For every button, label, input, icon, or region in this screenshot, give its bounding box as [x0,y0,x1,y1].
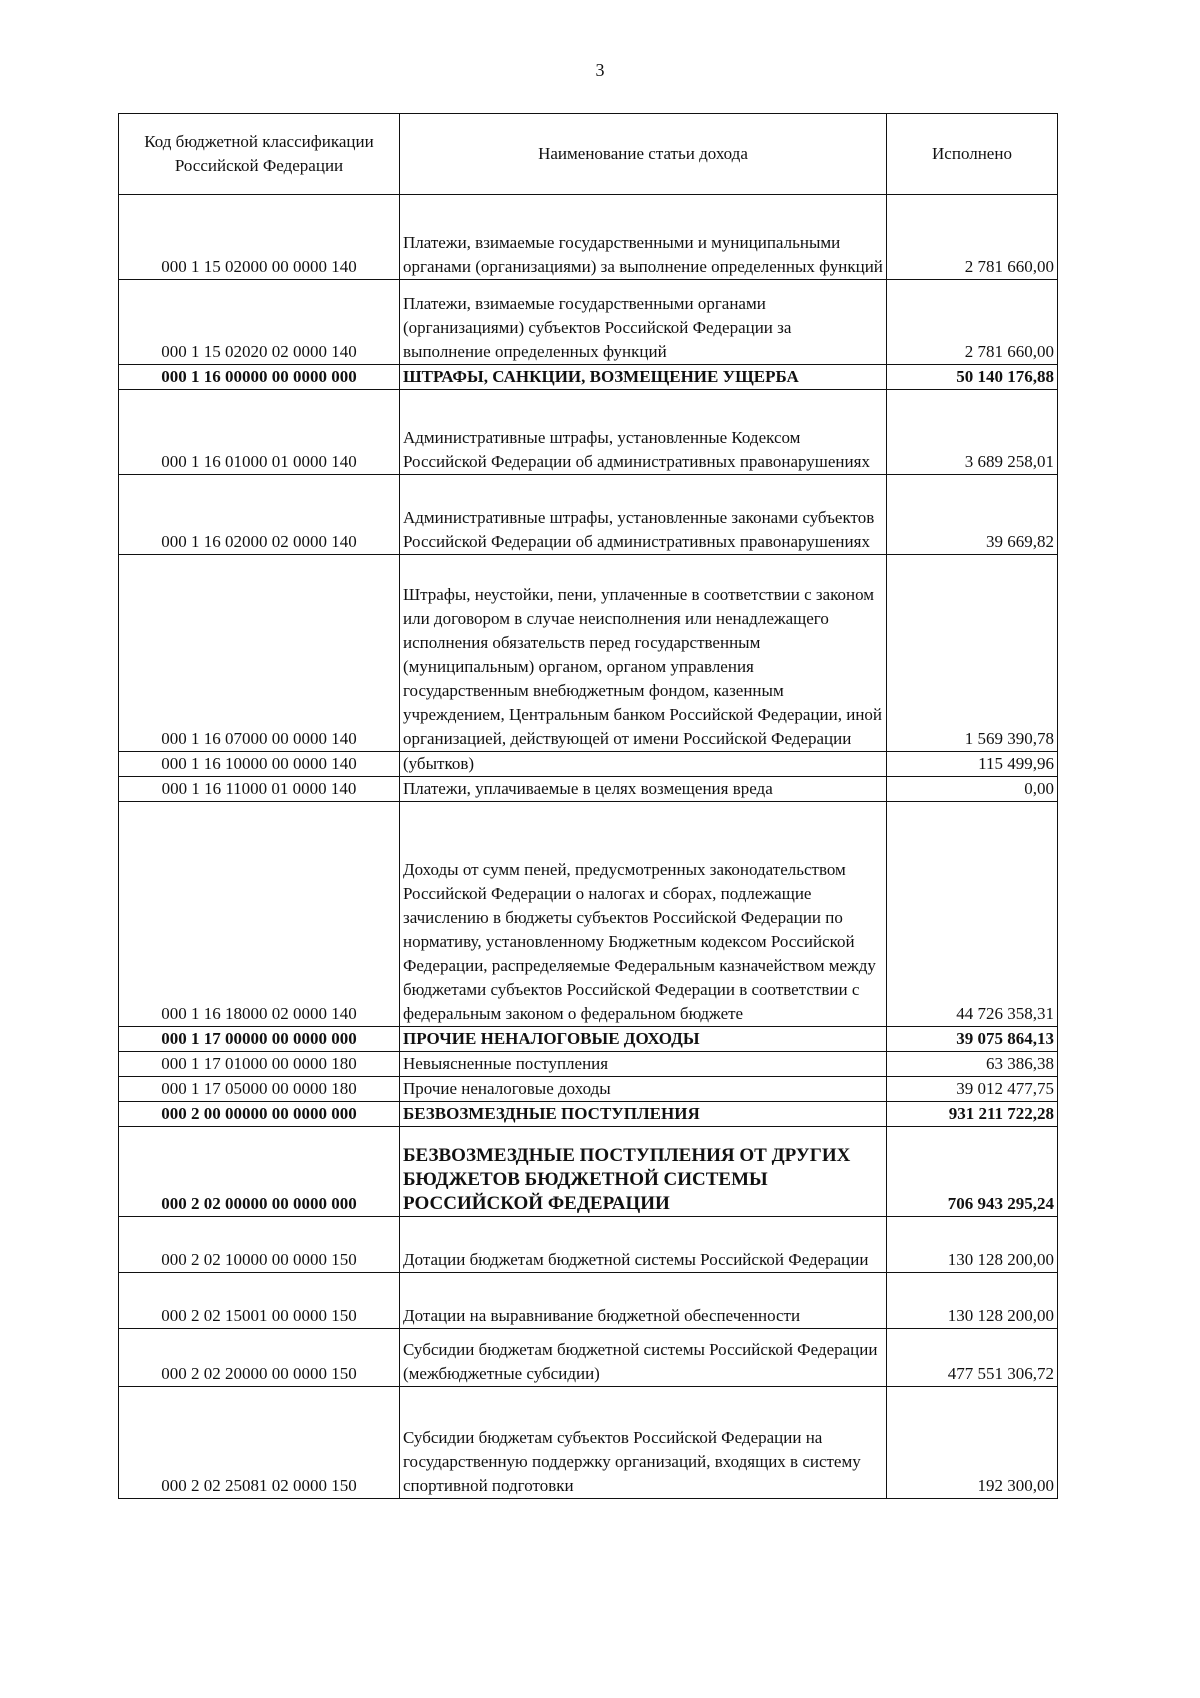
row-value: 63 386,38 [887,1052,1058,1077]
table-row [119,1077,1058,1102]
row-name: Доходы от сумм пеней, предусмотренных законодательством Российской Федерации о налогах и сборах, подлежащие зачислению в бюджеты субъектов Российской Федерации по нормативу, установленному Бюджетным кодексом Российской Федерации, распределяемые Федеральным казначейством между бюджетами субъектов Российской Федерации в соответствии с федеральным законом о федеральном бюджете [400,802,887,1027]
row-value: 706 943 295,24 [887,1127,1058,1217]
table-row [119,1217,1058,1273]
table-row [119,802,1058,1027]
row-value: 477 551 306,72 [887,1329,1058,1387]
row-code: 000 1 15 02020 02 0000 140 [119,280,400,365]
table-row [119,1102,1058,1127]
row-value: 50 140 176,88 [887,365,1058,390]
table-row [119,365,1058,390]
row-code: 000 2 02 10000 00 0000 150 [119,1217,400,1273]
row-value: 39 669,82 [887,475,1058,555]
header-value: Исполнено [887,114,1058,195]
row-name: Административные штрафы, установленные Кодексом Российской Федерации об административных правонарушениях [400,390,887,475]
row-name: (убытков) [400,752,887,777]
row-value: 130 128 200,00 [887,1217,1058,1273]
row-value: 1 569 390,78 [887,555,1058,752]
row-code: 000 2 02 15001 00 0000 150 [119,1273,400,1329]
row-name: Субсидии бюджетам бюджетной системы Российской Федерации (межбюджетные субсидии) [400,1329,887,1387]
row-name: Штрафы, неустойки, пени, уплаченные в соответствии с законом или договором в случае неисполнения или ненадлежащего исполнения обязательств перед государственным (муниципальным) органом, органом управления государственным внебюджетным фондом, казенным учреждением, Центральным банком Российской Федерации, иной организацией, действующей от имени Российской Федерации [400,555,887,752]
header-name: Наименование статьи дохода [400,114,887,195]
revenue-table [118,113,1058,1499]
row-value: 44 726 358,31 [887,802,1058,1027]
row-name: Дотации бюджетам бюджетной системы Российской Федерации [400,1217,887,1273]
table-header-row [119,114,1058,195]
row-value: 192 300,00 [887,1387,1058,1499]
row-value: 39 012 477,75 [887,1077,1058,1102]
row-code: 000 1 16 01000 01 0000 140 [119,390,400,475]
table-row [119,390,1058,475]
row-code: 000 1 16 00000 00 0000 000 [119,365,400,390]
table-row [119,752,1058,777]
table-row [119,475,1058,555]
row-name: Дотации на выравнивание бюджетной обеспеченности [400,1273,887,1329]
row-value: 0,00 [887,777,1058,802]
row-value: 2 781 660,00 [887,280,1058,365]
table-row [119,555,1058,752]
row-code: 000 1 16 18000 02 0000 140 [119,802,400,1027]
row-code: 000 2 00 00000 00 0000 000 [119,1102,400,1127]
header-code: Код бюджетной классификации Российской Федерации [119,114,400,195]
row-name: Невыясненные поступления [400,1052,887,1077]
row-value: 130 128 200,00 [887,1273,1058,1329]
table-row [119,1273,1058,1329]
row-code: 000 1 17 05000 00 0000 180 [119,1077,400,1102]
row-name: БЕЗВОЗМЕЗДНЫЕ ПОСТУПЛЕНИЯ ОТ ДРУГИХ БЮДЖЕТОВ БЮДЖЕТНОЙ СИСТЕМЫ РОССИЙСКОЙ ФЕДЕРАЦИИ [400,1127,887,1217]
row-code: 000 1 17 01000 00 0000 180 [119,1052,400,1077]
table-row [119,1052,1058,1077]
row-code: 000 1 15 02000 00 0000 140 [119,195,400,280]
table-row [119,195,1058,280]
row-code: 000 1 16 07000 00 0000 140 [119,555,400,752]
table-row [119,1329,1058,1387]
row-value: 2 781 660,00 [887,195,1058,280]
row-value: 115 499,96 [887,752,1058,777]
row-code: 000 2 02 00000 00 0000 000 [119,1127,400,1217]
row-value: 931 211 722,28 [887,1102,1058,1127]
row-code: 000 1 16 02000 02 0000 140 [119,475,400,555]
table-row [119,280,1058,365]
row-name: Прочие неналоговые доходы [400,1077,887,1102]
row-name: Субсидии бюджетам субъектов Российской Федерации на государственную поддержку организаций, входящих в систему спортивной подготовки [400,1387,887,1499]
row-name: Платежи, уплачиваемые в целях возмещения вреда [400,777,887,802]
table-row [119,1127,1058,1217]
row-name: БЕЗВОЗМЕЗДНЫЕ ПОСТУПЛЕНИЯ [400,1102,887,1127]
row-name: ШТРАФЫ, САНКЦИИ, ВОЗМЕЩЕНИЕ УЩЕРБА [400,365,887,390]
page-number: 3 [595,60,605,80]
table-row [119,777,1058,802]
row-code: 000 2 02 20000 00 0000 150 [119,1329,400,1387]
row-value: 39 075 864,13 [887,1027,1058,1052]
row-name: Платежи, взимаемые государственными и муниципальными органами (организациями) за выполнение определенных функций [400,195,887,280]
table-row [119,1387,1058,1499]
row-name: ПРОЧИЕ НЕНАЛОГОВЫЕ ДОХОДЫ [400,1027,887,1052]
table-row [119,1027,1058,1052]
row-code: 000 1 17 00000 00 0000 000 [119,1027,400,1052]
row-code: 000 1 16 10000 00 0000 140 [119,752,400,777]
row-value: 3 689 258,01 [887,390,1058,475]
table-body [119,195,1058,1499]
row-code: 000 1 16 11000 01 0000 140 [119,777,400,802]
row-name: Платежи, взимаемые государственными органами (организациями) субъектов Российской Федерации за выполнение определенных функций [400,280,887,365]
row-code: 000 2 02 25081 02 0000 150 [119,1387,400,1499]
row-name: Административные штрафы, установленные законами субъектов Российской Федерации об административных правонарушениях [400,475,887,555]
